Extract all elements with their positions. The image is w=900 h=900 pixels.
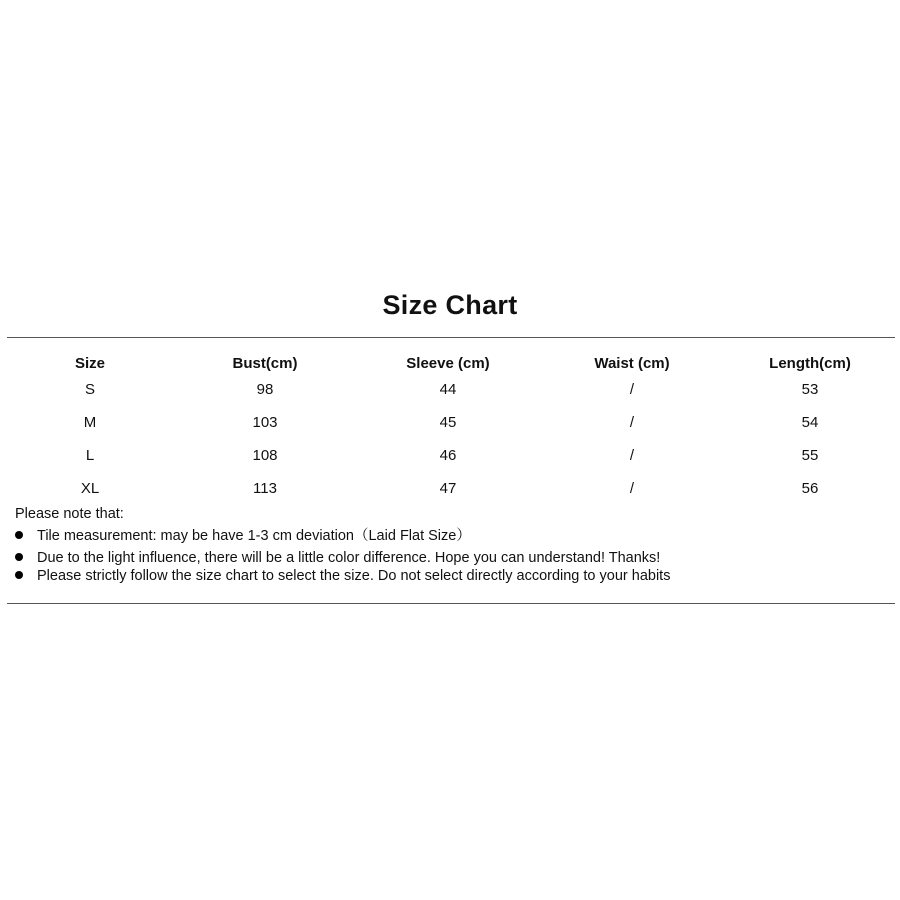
header-size: Size	[74, 355, 105, 372]
page-title: Size Chart	[382, 290, 518, 320]
header-waist: Waist (cm)	[594, 355, 670, 372]
cell-bust: 108	[252, 447, 278, 464]
note-item	[15, 528, 471, 545]
cell-bust: 103	[252, 414, 278, 431]
cell-length: 53	[801, 381, 819, 398]
note-item	[15, 550, 660, 567]
bullet-icon	[15, 553, 23, 561]
header-length: Length(cm)	[769, 355, 851, 372]
cell-length: 54	[801, 414, 819, 431]
note-text: Tile measurement: may be have 1-3 cm deviation（Laid Flat Size）	[37, 528, 471, 544]
cell-size: XL	[80, 480, 100, 497]
cell-sleeve: 45	[439, 414, 457, 431]
cell-size: L	[85, 447, 95, 464]
bottom-divider	[7, 603, 895, 604]
cell-bust: 113	[253, 480, 277, 497]
cell-sleeve: 44	[439, 381, 457, 398]
cell-length: 56	[801, 480, 819, 497]
cell-size: S	[84, 381, 95, 398]
cell-waist: /	[629, 381, 635, 398]
cell-waist: /	[629, 480, 635, 497]
cell-sleeve: 47	[439, 480, 457, 497]
cell-sleeve: 46	[439, 447, 457, 464]
bullet-icon	[15, 531, 23, 539]
note-text: Please strictly follow the size chart to select the size. Do not select directly according to your habits	[37, 568, 671, 584]
cell-waist: /	[629, 414, 635, 431]
cell-length: 55	[801, 447, 819, 464]
note-text: Due to the light influence, there will be a little color difference. Hope you can understand! Thanks!	[37, 550, 661, 566]
header-sleeve: Sleeve (cm)	[406, 355, 490, 372]
top-divider	[7, 337, 895, 338]
header-bust: Bust(cm)	[232, 355, 298, 372]
cell-bust: 98	[256, 381, 274, 398]
cell-size: M	[83, 414, 97, 431]
bullet-icon	[15, 571, 23, 579]
note-item	[15, 568, 670, 585]
cell-waist: /	[629, 447, 635, 464]
notes-heading: Please note that:	[15, 506, 124, 522]
